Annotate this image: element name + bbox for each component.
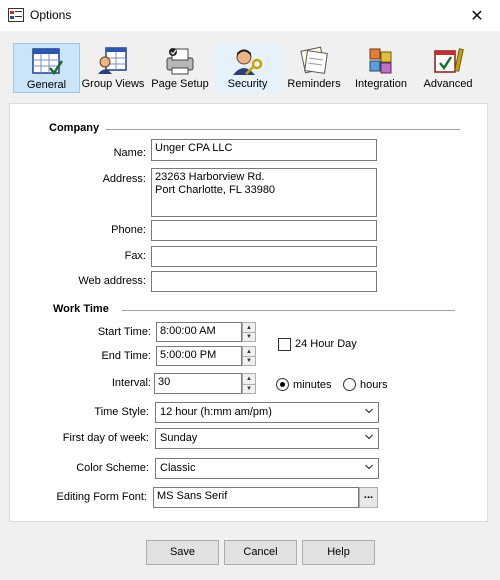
calendar-check-icon: [30, 47, 64, 77]
tab-integration-label: Integration: [355, 78, 407, 90]
chevron-down-icon: [365, 407, 373, 415]
tab-page-setup[interactable]: [148, 43, 212, 93]
tab-advanced[interactable]: [418, 43, 478, 93]
color-scheme-select[interactable]: [155, 458, 379, 479]
end-time-spinner[interactable]: [242, 346, 256, 366]
close-icon: ✕: [470, 7, 484, 25]
reminder-notes-icon: [297, 46, 331, 76]
company-divider: [106, 129, 460, 130]
group-calendar-icon: [96, 46, 130, 76]
interval-label: Interval:: [111, 377, 151, 389]
settings-panel: [9, 103, 488, 522]
phone-label: Phone:: [111, 224, 146, 236]
editing-font-label: Editing Form Font:: [56, 491, 147, 503]
company-heading: Company: [49, 122, 100, 134]
first-day-label: First day of week:: [62, 432, 149, 444]
time-style-label: Time Style:: [94, 406, 149, 418]
tab-advanced-label: Advanced: [423, 78, 473, 90]
tab-reminders[interactable]: [283, 43, 345, 93]
chevron-down-icon: [365, 433, 373, 441]
color-scheme-value: Classic: [160, 462, 196, 474]
cancel-button[interactable]: Cancel: [224, 540, 297, 565]
editing-font-field: MS Sans Serif: [153, 487, 359, 508]
first-day-value: Sunday: [160, 432, 198, 444]
start-time-spinner[interactable]: [242, 322, 256, 342]
tab-general-label: General: [26, 79, 67, 91]
spin-up-icon[interactable]: ▲: [246, 375, 252, 382]
help-button[interactable]: Help: [302, 540, 375, 565]
end-time-field[interactable]: 5:00:00 PM: [156, 346, 242, 366]
hours-label: hours: [360, 379, 388, 391]
advanced-tools-icon: [431, 46, 465, 76]
minutes-label: minutes: [293, 379, 332, 391]
hours-radio[interactable]: [343, 378, 356, 391]
app-icon: [8, 8, 24, 22]
work-time-divider: [122, 310, 455, 311]
web-address-label: Web address:: [78, 275, 146, 287]
tab-group-views[interactable]: [81, 43, 145, 93]
close-button[interactable]: [454, 0, 500, 31]
tab-page-setup-label: Page Setup: [151, 78, 209, 90]
window-title: Options: [30, 8, 72, 22]
work-time-heading: Work Time: [53, 303, 109, 315]
interval-spinner[interactable]: [242, 373, 256, 394]
tab-group-views-label: Group Views: [81, 78, 145, 90]
time-style-value: 12 hour (h:mm am/pm): [160, 406, 272, 418]
spin-down-icon[interactable]: ▼: [243, 384, 255, 394]
interval-field[interactable]: 30: [154, 373, 242, 394]
tab-security[interactable]: [214, 43, 281, 93]
options-toolbar: [0, 31, 500, 101]
name-label: Name:: [113, 147, 146, 159]
24-hour-day-checkbox[interactable]: [278, 338, 291, 351]
spin-down-icon[interactable]: ▼: [243, 332, 255, 341]
tab-general[interactable]: [13, 43, 80, 93]
chevron-down-icon: [365, 463, 373, 471]
time-style-select[interactable]: [155, 402, 379, 423]
address-label: Address:: [102, 173, 146, 185]
phone-field[interactable]: [151, 220, 377, 241]
address-field[interactable]: 23263 Harborview Rd. Port Charlotte, FL 33980: [151, 168, 377, 217]
user-key-icon: [231, 46, 265, 76]
tab-reminders-label: Reminders: [287, 78, 341, 90]
tab-security-label: Security: [227, 78, 268, 90]
web-address-field[interactable]: [151, 271, 377, 292]
font-browse-button[interactable]: ...: [359, 487, 378, 508]
spin-up-icon[interactable]: ▲: [246, 324, 252, 331]
24-hour-day-label: 24 Hour Day: [295, 338, 357, 350]
fax-label: Fax:: [124, 250, 146, 262]
first-day-select[interactable]: [155, 428, 379, 449]
color-scheme-label: Color Scheme:: [76, 462, 149, 474]
name-field[interactable]: Unger CPA LLC: [151, 139, 377, 161]
printer-icon: [163, 46, 197, 76]
save-button[interactable]: Save: [146, 540, 219, 565]
minutes-radio[interactable]: [276, 378, 289, 391]
start-time-label: Start Time:: [97, 326, 151, 338]
end-time-label: End Time:: [101, 350, 151, 362]
tab-integration[interactable]: [349, 43, 413, 93]
integration-blocks-icon: [364, 46, 398, 76]
spin-up-icon[interactable]: ▲: [246, 348, 252, 355]
title-bar: [0, 0, 500, 31]
start-time-field[interactable]: 8:00:00 AM: [156, 322, 242, 342]
spin-down-icon[interactable]: ▼: [243, 356, 255, 365]
fax-field[interactable]: [151, 246, 377, 267]
